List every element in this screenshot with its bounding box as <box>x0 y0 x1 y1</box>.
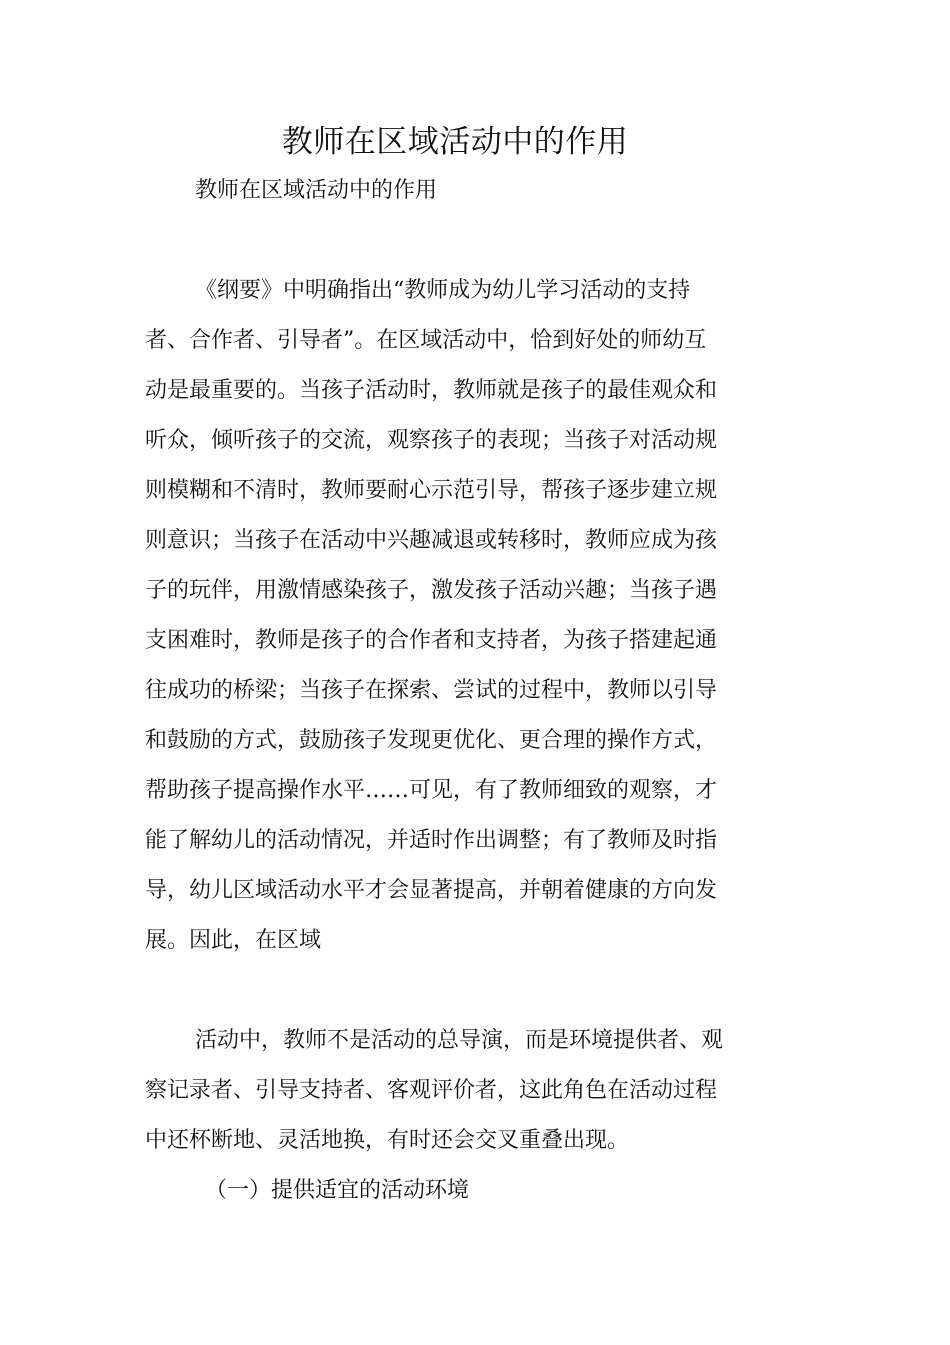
paragraph-line: 和鼓励的方式，鼓励孩子发现更优化、更合理的操作方式， <box>145 728 718 753</box>
paragraph-line: 则模糊和不清时，教师要耐心示范引导，帮孩子逐步建立规 <box>145 478 718 503</box>
paragraph-line: 往成功的桥梁；当孩子在探索、尝试的过程中，教师以引导 <box>145 678 718 703</box>
paragraph-line: 动是最重要的。当孩子活动时，教师就是孩子的最佳观众和 <box>145 378 718 403</box>
section-heading: （一）提供适宜的活动环境 <box>205 1178 470 1203</box>
paragraph-line: 中还杯断地、灵活地换，有时还会交叉重叠出现。 <box>145 1128 630 1153</box>
document-title: 教师在区域活动中的作用 <box>281 124 629 160</box>
paragraph-line: 子的玩伴，用激情感染孩子，激发孩子活动兴趣；当孩子遇 <box>145 578 718 603</box>
paragraph-line: 能了解幼儿的活动情况，并适时作出调整；有了教师及时指 <box>145 828 718 853</box>
paragraph-line: 者、合作者、引导者”。在区域活动中，恰到好处的师幼互 <box>145 328 707 353</box>
paragraph-line: 听众，倾听孩子的交流，观察孩子的表现；当孩子对活动规 <box>145 428 718 453</box>
paragraph-line: 支困难时，教师是孩子的合作者和支持者，为孩子搭建起通 <box>145 628 718 653</box>
paragraph-line: 帮助孩子提高操作水平……可见，有了教师细致的观察，才 <box>145 778 718 803</box>
paragraph-line: 活动中，教师不是活动的总导演，而是环境提供者、观 <box>195 1028 724 1053</box>
paragraph-line: 察记录者、引导支持者、客观评价者，这此角色在活动过程 <box>145 1078 718 1103</box>
paragraph-line: 则意识；当孩子在活动中兴趣减退或转移时，教师应成为孩 <box>145 528 718 553</box>
paragraph-line: 展。因此，在区域 <box>145 928 322 953</box>
document-subtitle: 教师在区域活动中的作用 <box>195 178 438 203</box>
paragraph-line: 导，幼儿区域活动水平才会显著提高，并朝着健康的方向发 <box>145 878 718 903</box>
paragraph-line: 《纲要》中明确指出“教师成为幼儿学习活动的支持 <box>195 278 691 303</box>
